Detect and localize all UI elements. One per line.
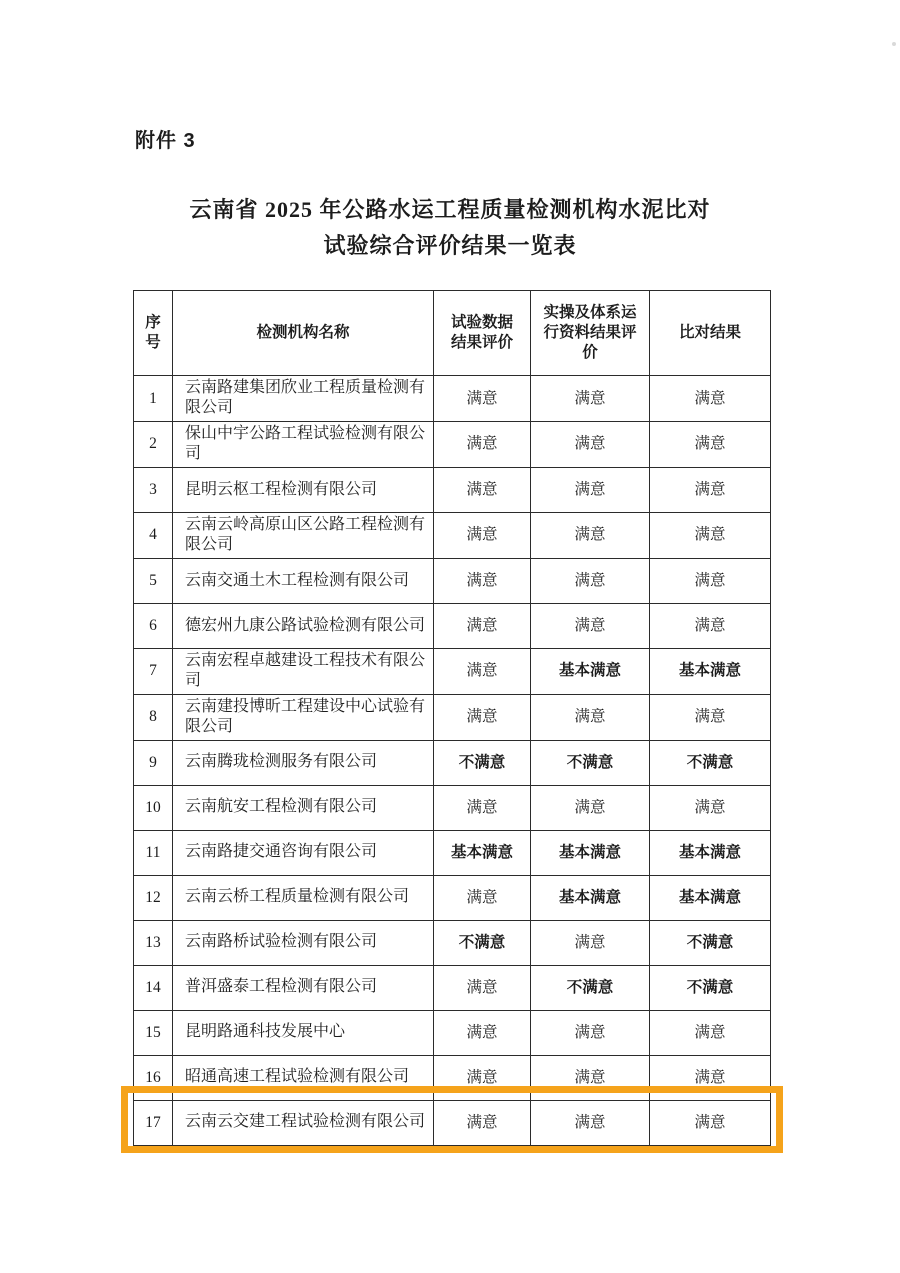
row-no: 14 [134, 965, 173, 1010]
org-name: 昭通高速工程试验检测有限公司 [173, 1055, 434, 1100]
data-eval: 满意 [434, 1010, 531, 1055]
org-name: 昆明云枢工程检测有限公司 [173, 467, 434, 512]
compare-result: 满意 [650, 694, 771, 740]
data-eval: 不满意 [434, 740, 531, 785]
ops-eval: 满意 [531, 1055, 650, 1100]
compare-result: 基本满意 [650, 875, 771, 920]
row-no: 16 [134, 1055, 173, 1100]
compare-result: 不满意 [650, 965, 771, 1010]
compare-result: 满意 [650, 376, 771, 422]
table-header-row [134, 291, 771, 376]
ops-eval: 基本满意 [531, 830, 650, 875]
attachment-label: 附件 3 [135, 130, 196, 152]
ops-eval: 满意 [531, 512, 650, 558]
document-title-line1: 云南省 2025 年公路水运工程质量检测机构水泥比对 [189, 197, 711, 222]
compare-result: 不满意 [650, 740, 771, 785]
row-no: 1 [134, 376, 173, 422]
ops-eval: 满意 [531, 694, 650, 740]
table-row [134, 512, 771, 558]
compare-result: 满意 [650, 1055, 771, 1100]
document-title-line2: 试验综合评价结果一览表 [323, 233, 577, 258]
table-row [134, 740, 771, 785]
evaluation-results-table [133, 290, 771, 1146]
table-row [134, 694, 771, 740]
org-name: 云南云交建工程试验检测有限公司 [173, 1100, 434, 1145]
document-title [0, 192, 900, 264]
row-no: 15 [134, 1010, 173, 1055]
compare-result: 满意 [650, 558, 771, 603]
row-no: 9 [134, 740, 173, 785]
org-name: 德宏州九康公路试验检测有限公司 [173, 603, 434, 648]
col-header-ops-eval: 实操及体系运行资料结果评价 [531, 291, 650, 376]
compare-result: 满意 [650, 512, 771, 558]
ops-eval: 满意 [531, 603, 650, 648]
data-eval: 满意 [434, 558, 531, 603]
org-name: 昆明路通科技发展中心 [173, 1010, 434, 1055]
ops-eval: 基本满意 [531, 875, 650, 920]
row-no: 10 [134, 785, 173, 830]
table-row [134, 920, 771, 965]
compare-result: 满意 [650, 467, 771, 512]
row-no: 17 [134, 1100, 173, 1145]
table-row [134, 467, 771, 512]
org-name: 云南建投博昕工程建设中心试验有限公司 [173, 694, 434, 740]
data-eval: 基本满意 [434, 830, 531, 875]
data-eval: 满意 [434, 467, 531, 512]
org-name: 普洱盛泰工程检测有限公司 [173, 965, 434, 1010]
compare-result: 基本满意 [650, 648, 771, 694]
compare-result: 满意 [650, 1100, 771, 1145]
data-eval: 不满意 [434, 920, 531, 965]
row-no: 4 [134, 512, 173, 558]
col-header-no: 序号 [134, 291, 173, 376]
data-eval: 满意 [434, 648, 531, 694]
org-name: 云南路建集团欣业工程质量检测有限公司 [173, 376, 434, 422]
table-row [134, 421, 771, 467]
table-row [134, 785, 771, 830]
data-eval: 满意 [434, 875, 531, 920]
org-name: 云南路桥试验检测有限公司 [173, 920, 434, 965]
data-eval: 满意 [434, 965, 531, 1010]
table-row [134, 1055, 771, 1100]
scan-artifact-speck [892, 42, 896, 46]
table-row [134, 376, 771, 422]
data-eval: 满意 [434, 1100, 531, 1145]
data-eval: 满意 [434, 512, 531, 558]
table-row [134, 603, 771, 648]
ops-eval: 满意 [531, 1010, 650, 1055]
row-no: 8 [134, 694, 173, 740]
ops-eval: 不满意 [531, 965, 650, 1010]
table-row [134, 965, 771, 1010]
org-name: 云南交通土木工程检测有限公司 [173, 558, 434, 603]
compare-result: 满意 [650, 785, 771, 830]
row-no: 6 [134, 603, 173, 648]
org-name: 保山中宇公路工程试验检测有限公司 [173, 421, 434, 467]
ops-eval: 满意 [531, 558, 650, 603]
table-row-highlighted [134, 1100, 771, 1145]
data-eval: 满意 [434, 785, 531, 830]
compare-result: 满意 [650, 1010, 771, 1055]
ops-eval: 不满意 [531, 740, 650, 785]
ops-eval: 满意 [531, 785, 650, 830]
compare-result: 满意 [650, 603, 771, 648]
table-row [134, 558, 771, 603]
table-row [134, 830, 771, 875]
col-header-data-eval: 试验数据结果评价 [434, 291, 531, 376]
row-no: 7 [134, 648, 173, 694]
row-no: 2 [134, 421, 173, 467]
compare-result: 满意 [650, 421, 771, 467]
compare-result: 基本满意 [650, 830, 771, 875]
org-name: 云南路捷交通咨询有限公司 [173, 830, 434, 875]
ops-eval: 满意 [531, 421, 650, 467]
ops-eval: 满意 [531, 1100, 650, 1145]
table-row [134, 875, 771, 920]
row-no: 13 [134, 920, 173, 965]
ops-eval: 满意 [531, 467, 650, 512]
data-eval: 满意 [434, 694, 531, 740]
data-eval: 满意 [434, 603, 531, 648]
col-header-compare-result: 比对结果 [650, 291, 771, 376]
data-eval: 满意 [434, 421, 531, 467]
ops-eval: 满意 [531, 920, 650, 965]
compare-result: 不满意 [650, 920, 771, 965]
row-no: 12 [134, 875, 173, 920]
data-eval: 满意 [434, 1055, 531, 1100]
org-name: 云南航安工程检测有限公司 [173, 785, 434, 830]
col-header-org-name: 检测机构名称 [173, 291, 434, 376]
data-eval: 满意 [434, 376, 531, 422]
ops-eval: 基本满意 [531, 648, 650, 694]
org-name: 云南宏程卓越建设工程技术有限公司 [173, 648, 434, 694]
row-no: 11 [134, 830, 173, 875]
ops-eval: 满意 [531, 376, 650, 422]
org-name: 云南云岭高原山区公路工程检测有限公司 [173, 512, 434, 558]
org-name: 云南腾珑检测服务有限公司 [173, 740, 434, 785]
row-no: 3 [134, 467, 173, 512]
org-name: 云南云桥工程质量检测有限公司 [173, 875, 434, 920]
table-row [134, 1010, 771, 1055]
row-no: 5 [134, 558, 173, 603]
table-row [134, 648, 771, 694]
